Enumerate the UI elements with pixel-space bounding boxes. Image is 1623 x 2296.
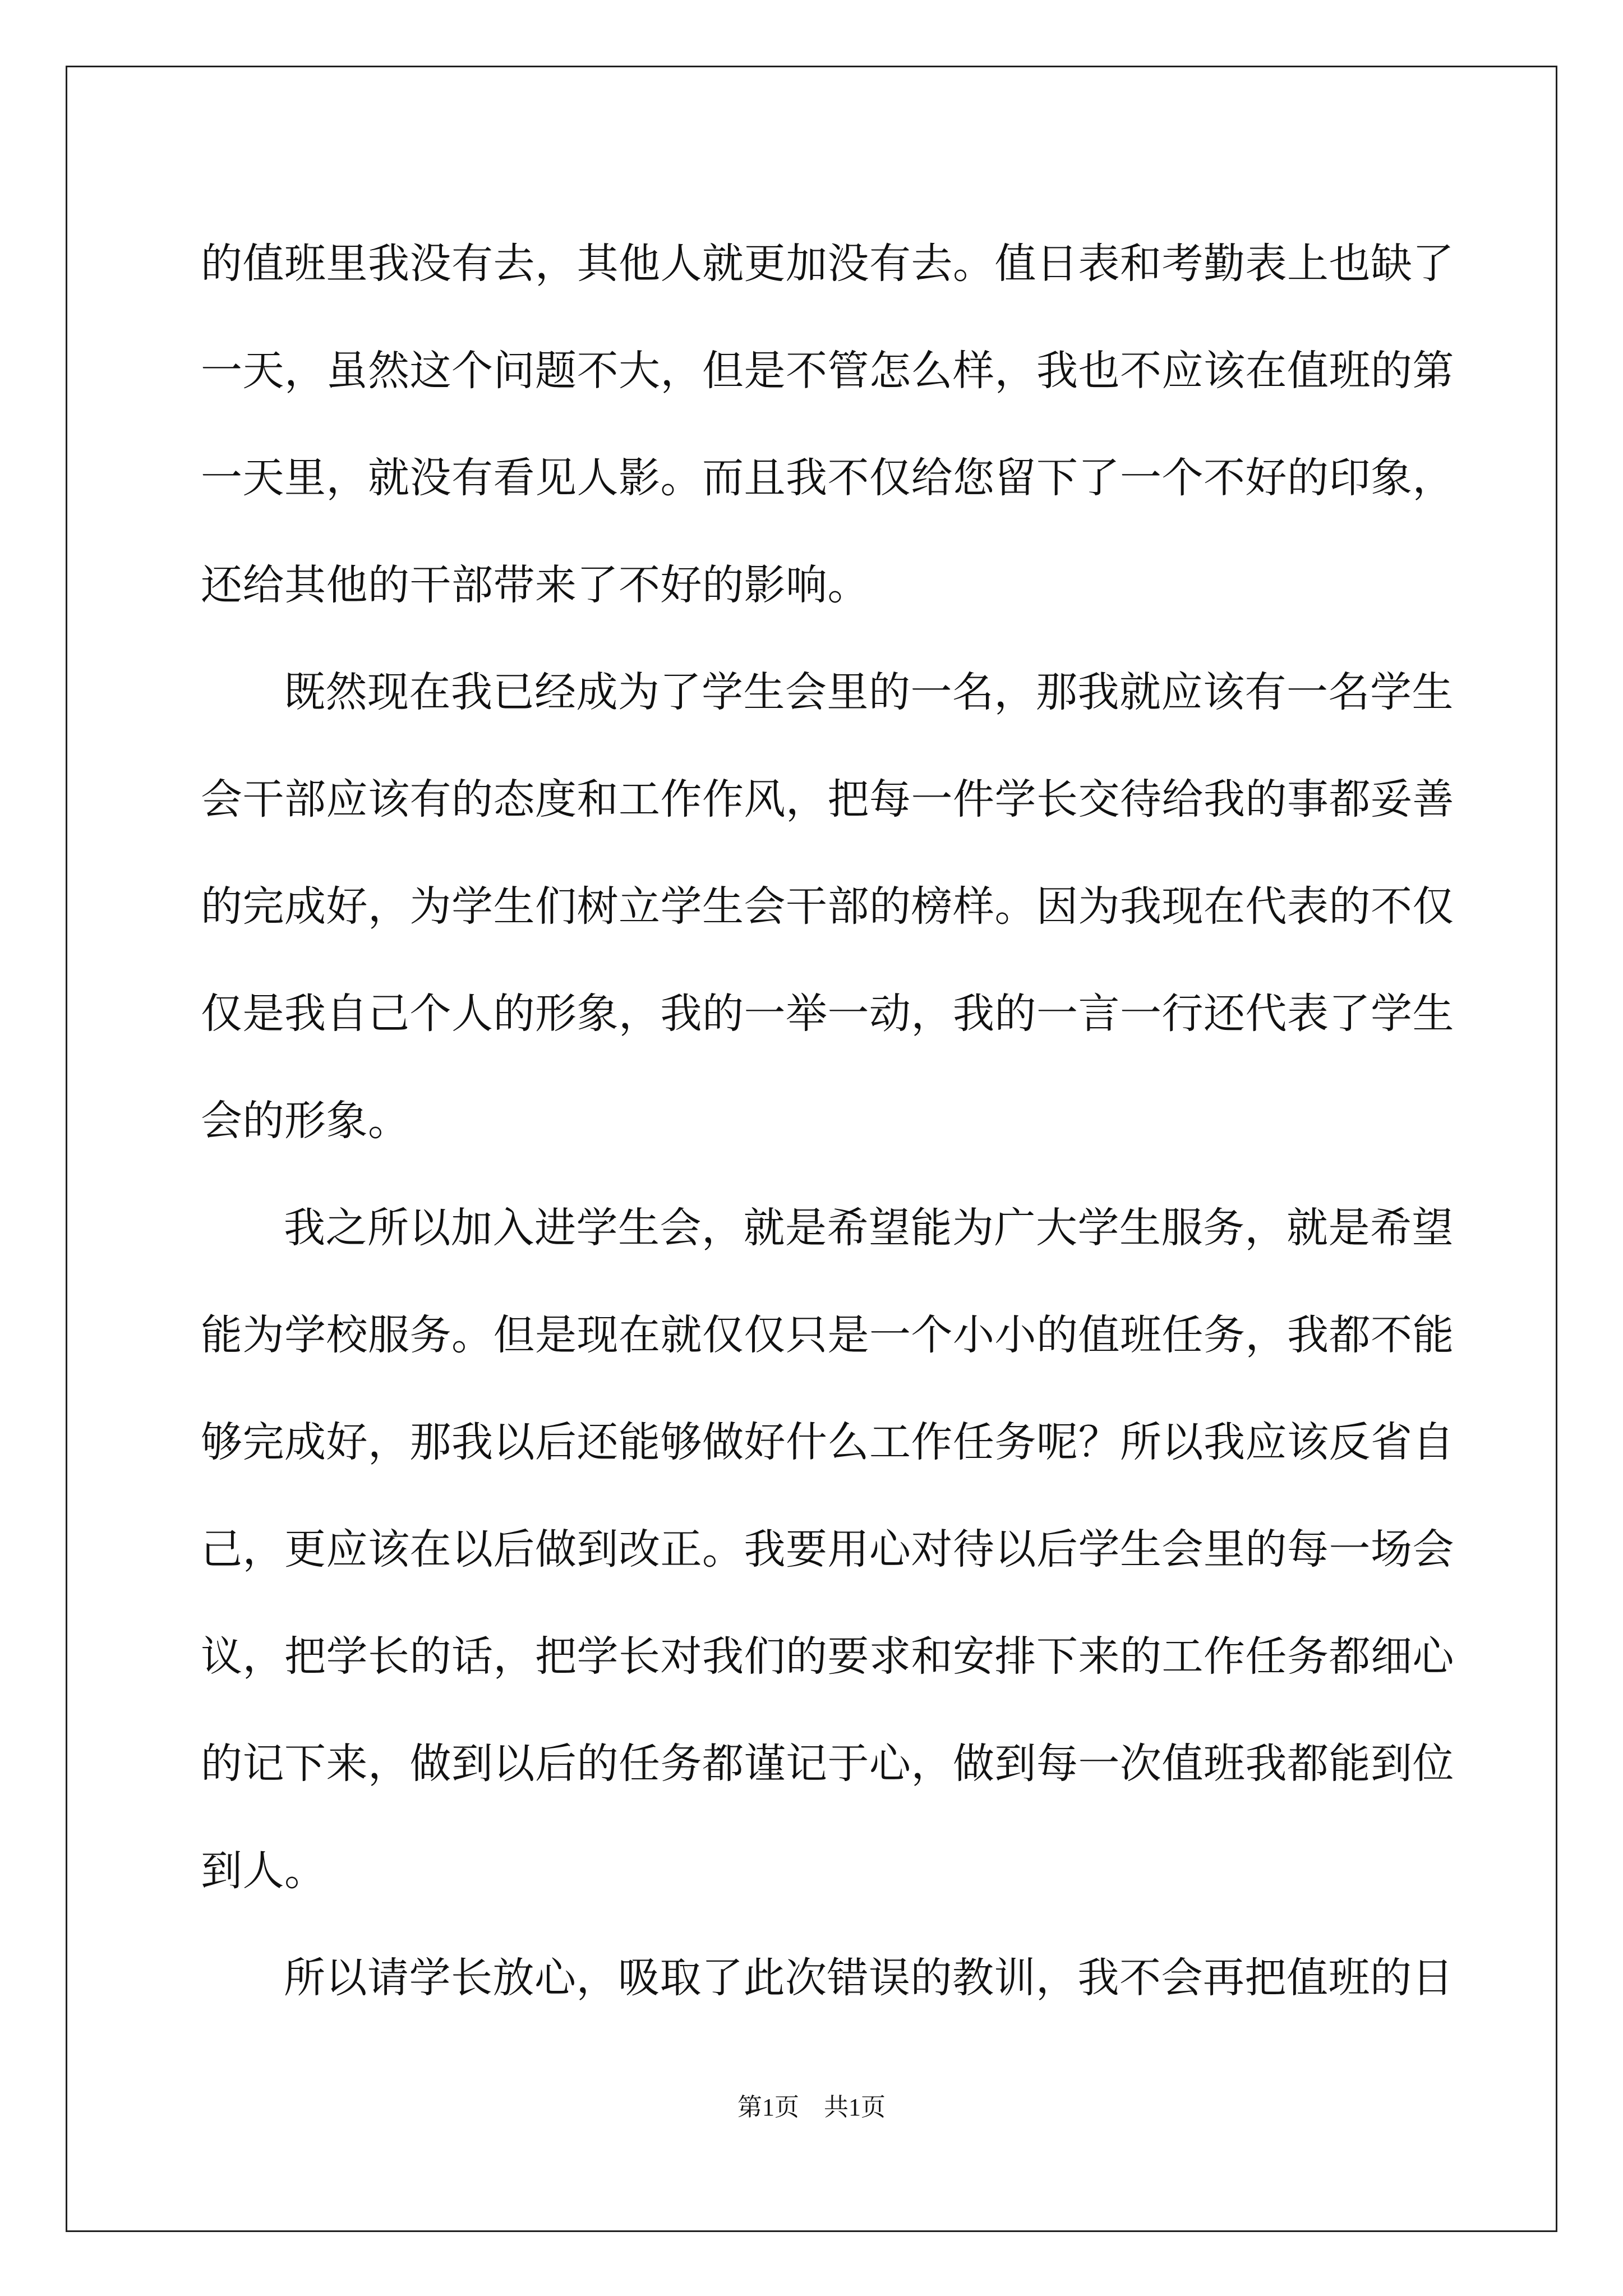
document-body [201,210,1454,2032]
text-line: 的记下来，做到以后的任务都谨记于心，做到每一次值班我都能到位 [201,1740,1454,1788]
paragraph-1 [201,210,1454,639]
text-line: 到人。 [201,1847,326,1895]
text-line: 己，更应该在以后做到改正。我要用心对待以后学生会里的每一场会 [201,1525,1454,1573]
text-line: 仅是我自己个人的形象，我的一举一动，我的一言一行还代表了学生 [201,990,1454,1038]
paragraph-3 [201,1175,1454,1925]
text-line: 既然现在我已经成为了学生会里的一名，那我就应该有一名学生 [284,668,1454,716]
text-line: 会干部应该有的态度和工作作风，把每一件学长交待给我的事都妥善 [201,775,1454,823]
text-line: 能为学校服务。但是现在就仅仅只是一个小小的值班任务，我都不能 [201,1311,1454,1359]
text-line: 会的形象。 [201,1097,410,1145]
text-line: 议，把学长的话，把学长对我们的要求和安排下来的工作任务都细心 [201,1632,1454,1681]
text-line: 一天里，就没有看见人影。而且我不仅给您留下了一个不好的印象， [201,454,1454,502]
text-line: 的完成好，为学生们树立学生会干部的榜样。因为我现在代表的不仅 [201,882,1454,931]
text-line: 够完成好，那我以后还能够做好什么工作任务呢？所以我应该反省自 [201,1418,1454,1466]
page-number-footer: 第1页 共1页 [737,2093,886,2121]
text-line: 的值班里我没有去，其他人就更加没有去。值日表和考勤表上也缺了 [201,240,1454,288]
paragraph-4 [201,1925,1454,2032]
text-line: 我之所以加入进学生会，就是希望能为广大学生服务，就是希望 [284,1204,1454,1252]
text-line: 一天，虽然这个问题不大，但是不管怎么样，我也不应该在值班的第 [201,347,1454,395]
text-line: 所以请学长放心，吸取了此次错误的教训，我不会再把值班的日 [284,1954,1454,2002]
paragraph-2 [201,639,1454,1175]
text-line: 还给其他的干部带来了不好的影响。 [201,561,869,609]
